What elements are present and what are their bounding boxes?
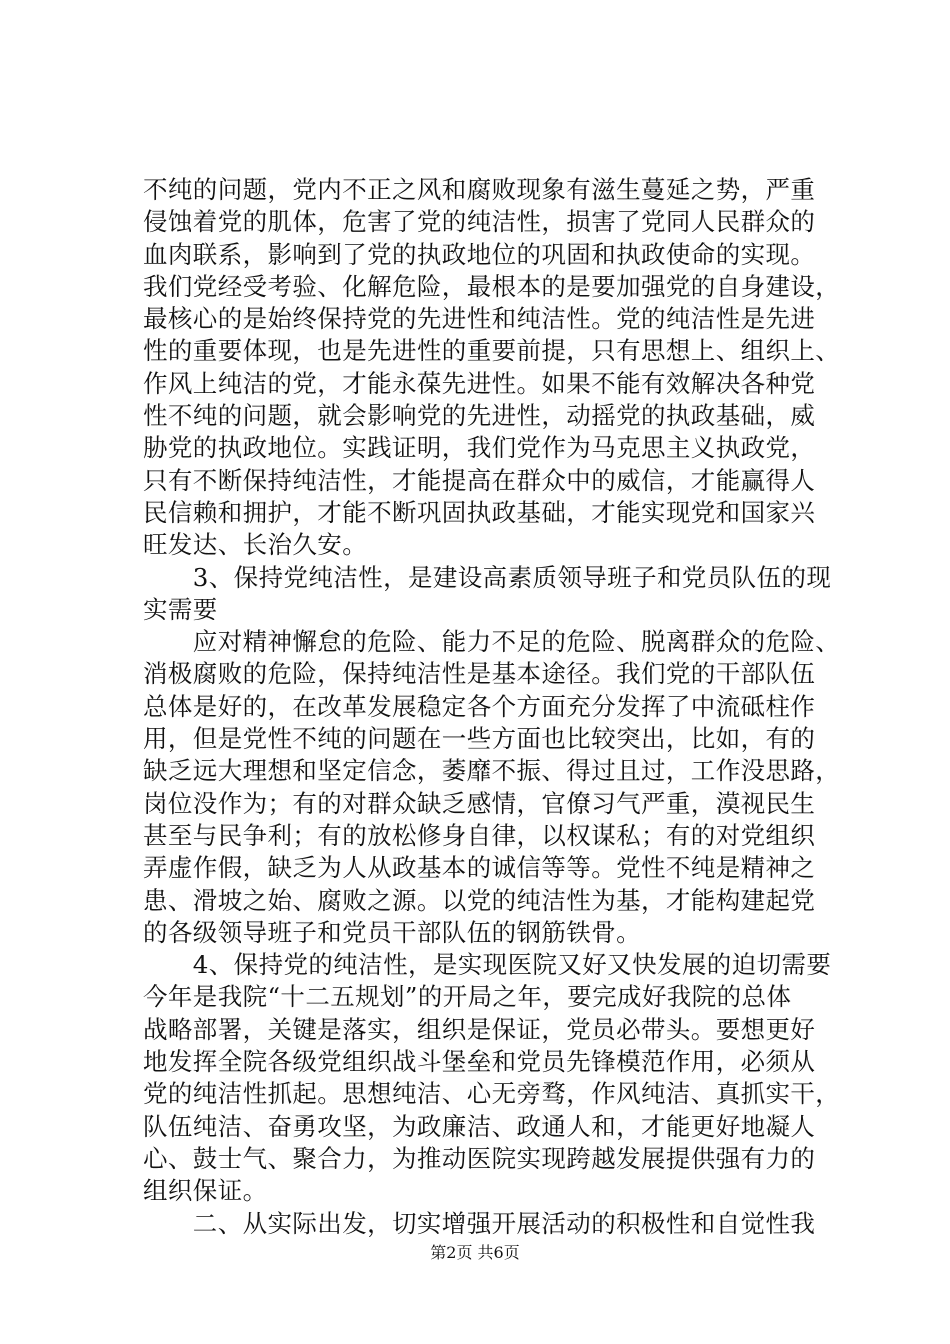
text-line: 组织保证。 bbox=[143, 1176, 268, 1206]
text-line: 缺乏远大理想和坚定信念，萎靡不振、得过且过，工作没思路， bbox=[143, 756, 841, 786]
text-line: 只有不断保持纯洁性，才能提高在群众中的威信，才能赢得人 bbox=[143, 465, 816, 495]
text-line: 作风上纯洁的党，才能永葆先进性。如果不能有效解决各种党 bbox=[143, 368, 816, 398]
section-heading-2: 二、从实际出发，切实增强开展活动的积极性和自觉性我 bbox=[143, 1208, 816, 1238]
text-line: 弄虚作假，缺乏为人从政基本的诚信等等。党性不纯是精神之 bbox=[143, 853, 816, 883]
text-line: 用，但是党性不纯的问题在一些方面也比较突出，比如，有的 bbox=[143, 724, 816, 754]
text-line: 战略部署，关键是落实，组织是保证，党员必带头。要想更好 bbox=[143, 1014, 816, 1044]
text-line: 患、滑坡之始、腐败之源。以党的纯洁性为基，才能构建起党 bbox=[143, 885, 816, 915]
document-body bbox=[143, 174, 863, 1240]
page-number-footer: 第2页 共6页 bbox=[430, 1243, 520, 1262]
text-line: 队伍纯洁、奋勇攻坚，为政廉洁、政通人和，才能更好地凝人 bbox=[143, 1111, 816, 1141]
text-line: 性的重要体现，也是先进性的重要前提，只有思想上、组织上、 bbox=[143, 336, 841, 366]
text-line: 性不纯的问题，就会影响党的先进性，动摇党的执政基础，威 bbox=[143, 401, 816, 431]
text-line: 消极腐败的危险，保持纯洁性是基本途径。我们党的干部队伍 bbox=[143, 659, 816, 689]
text-line: 今年是我院“十二五规划”的开局之年，要完成好我院的总体 bbox=[143, 982, 792, 1012]
text-line: 的各级领导班子和党员干部队伍的钢筋铁骨。 bbox=[143, 917, 641, 947]
text-line: 民信赖和拥护，才能不断巩固执政基础，才能实现党和国家兴 bbox=[143, 497, 816, 527]
text-line: 地发挥全院各级党组织战斗堡垒和党员先锋模范作用，必须从 bbox=[143, 1047, 816, 1077]
text-line: 总体是好的，在改革发展稳定各个方面充分发挥了中流砥柱作 bbox=[143, 691, 816, 721]
text-line: 甚至与民争利；有的放松修身自律，以权谋私；有的对党组织 bbox=[143, 820, 816, 850]
section-heading-3-cont: 实需要 bbox=[143, 594, 218, 624]
section-heading-4: 4、保持党的纯洁性，是实现医院又好又快发展的迫切需要 bbox=[143, 950, 832, 980]
text-line: 侵蚀着党的肌体，危害了党的纯洁性，损害了党同人民群众的 bbox=[143, 207, 816, 237]
text-line: 不纯的问题，党内不正之风和腐败现象有滋生蔓延之势，严重 bbox=[143, 175, 816, 204]
text-line: 胁党的执政地位。实践证明，我们党作为马克思主义执政党， bbox=[143, 433, 816, 463]
section-heading-3: 3、保持党纯洁性，是建设高素质领导班子和党员队伍的现 bbox=[143, 562, 832, 592]
text-line: 应对精神懈怠的危险、能力不足的危险、脱离群众的危险、 bbox=[143, 627, 841, 657]
text-line: 我们党经受考验、化解危险，最根本的是要加强党的自身建设， bbox=[143, 271, 841, 301]
text-line: 旺发达、长治久安。 bbox=[143, 530, 368, 560]
text-line: 血肉联系，影响到了党的执政地位的巩固和执政使命的实现。 bbox=[143, 239, 816, 269]
text-line: 心、鼓士气、聚合力，为推动医院实现跨越发展提供强有力的 bbox=[143, 1143, 816, 1173]
text-line: 最核心的是始终保持党的先进性和纯洁性。党的纯洁性是先进 bbox=[143, 304, 816, 334]
text-line: 岗位没作为；有的对群众缺乏感情，官僚习气严重，漠视民生 bbox=[143, 788, 816, 818]
text-line: 党的纯洁性抓起。思想纯洁、心无旁骛，作风纯洁、真抓实干， bbox=[143, 1079, 841, 1109]
